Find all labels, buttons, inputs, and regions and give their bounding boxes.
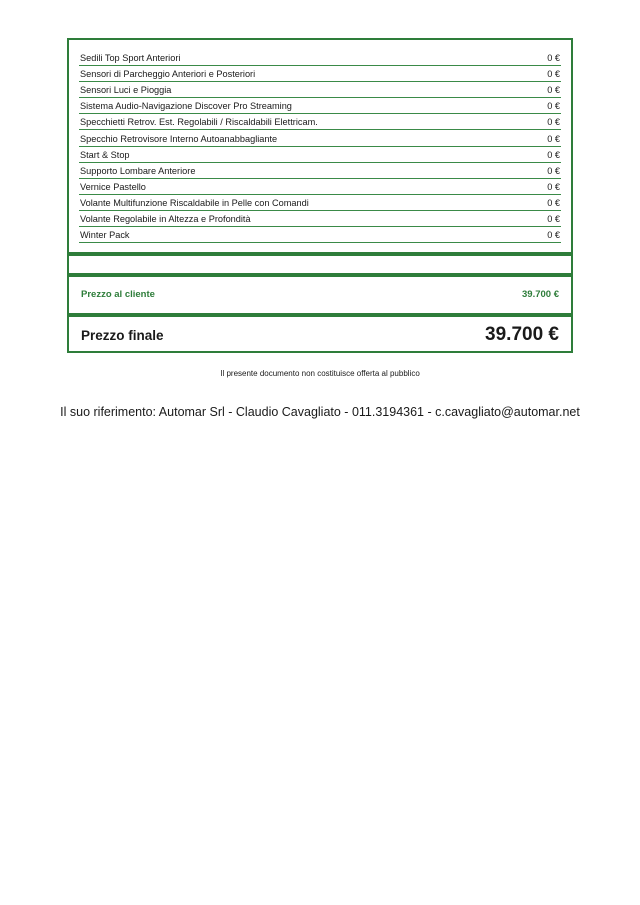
item-row — [79, 195, 561, 211]
item-price: 0 € — [547, 117, 560, 128]
item-label: Supporto Lombare Anteriore — [80, 165, 196, 176]
prezzo-finale-box — [67, 315, 573, 353]
prezzo-cliente-value: 39.700 € — [522, 289, 559, 300]
prezzo-cliente-label: Prezzo al cliente — [81, 289, 155, 300]
item-row — [79, 179, 561, 195]
item-price: 0 € — [547, 214, 560, 225]
item-label: Sistema Audio-Navigazione Discover Pro Streaming — [80, 101, 292, 112]
item-row — [79, 82, 561, 98]
item-row — [79, 211, 561, 227]
contact-reference: Il suo riferimento: Automar Srl - Claudio Cavagliato - 011.3194361 - c.cavagliato@automar.net — [60, 405, 580, 419]
item-label: Vernice Pastello — [80, 181, 146, 192]
empty-separator-box — [67, 254, 573, 275]
item-label: Winter Pack — [80, 230, 130, 241]
item-label: Specchio Retrovisore Interno Autoanabbagliante — [80, 133, 278, 144]
optional-items-box — [67, 38, 573, 254]
item-row — [79, 227, 561, 243]
item-price: 0 € — [547, 85, 560, 96]
item-price: 0 € — [547, 69, 560, 80]
item-row — [79, 98, 561, 114]
item-label: Start & Stop — [80, 149, 130, 160]
item-price: 0 € — [547, 197, 560, 208]
item-label: Specchietti Retrov. Est. Regolabili / Riscaldabili Elettricam. — [80, 117, 318, 128]
item-row — [79, 50, 561, 66]
disclaimer-text: Il presente documento non costituisce offerta al pubblico — [220, 369, 420, 378]
item-label: Sensori Luci e Pioggia — [80, 85, 172, 96]
prezzo-cliente-box — [67, 275, 573, 315]
item-row — [79, 114, 561, 130]
item-price: 0 € — [547, 149, 560, 160]
item-label: Volante Regolabile in Altezza e Profondità — [80, 214, 251, 225]
item-price: 0 € — [547, 101, 560, 112]
prezzo-cliente-row — [81, 289, 559, 300]
item-price: 0 € — [547, 53, 560, 64]
item-label: Sedili Top Sport Anteriori — [80, 53, 181, 64]
prezzo-finale-value: 39.700 € — [485, 324, 559, 345]
item-row — [79, 130, 561, 146]
item-label: Volante Multifunzione Riscaldabile in Pelle con Comandi — [80, 197, 309, 208]
item-row — [79, 147, 561, 163]
item-row — [79, 163, 561, 179]
item-row — [79, 66, 561, 82]
item-price: 0 € — [547, 230, 560, 241]
item-price: 0 € — [547, 181, 560, 192]
item-price: 0 € — [547, 133, 560, 144]
prezzo-finale-row — [81, 324, 559, 346]
item-label: Sensori di Parcheggio Anteriori e Posteriori — [80, 69, 256, 80]
prezzo-finale-label: Prezzo finale — [81, 328, 164, 343]
item-price: 0 € — [547, 165, 560, 176]
